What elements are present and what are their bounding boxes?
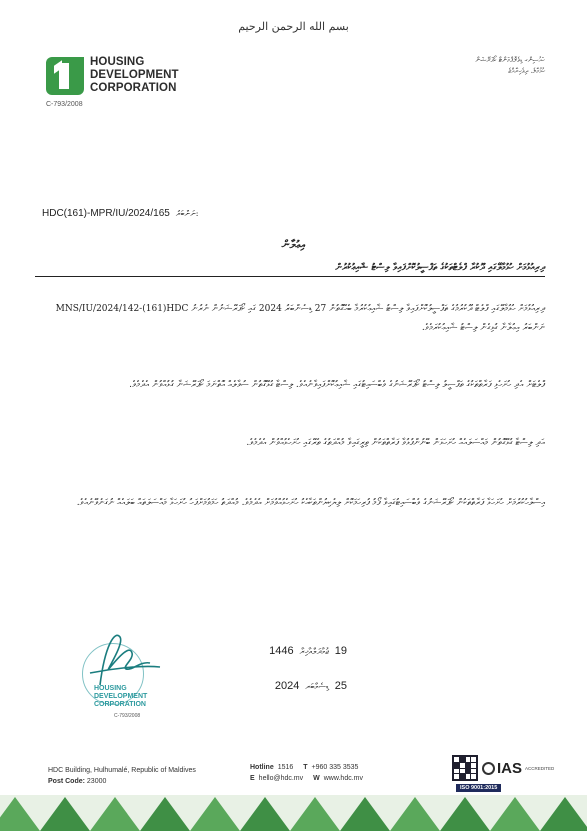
ias-wordmark: IAS [497, 759, 523, 777]
footer-address-block [48, 765, 196, 787]
seal-text [94, 685, 147, 709]
footer-online [250, 773, 363, 784]
post-code: 23000 [86, 778, 107, 785]
hdc-logo-mark [46, 57, 84, 95]
tel-label: T [303, 764, 308, 771]
footer-address: HDC Building, Hulhumalé, Republic of Maldives [48, 767, 196, 774]
hijri-year: 1446 [269, 645, 294, 657]
hotline-label: Hotline [250, 764, 274, 771]
paragraph-2: ފްލެޓަށް އެދި ހުށަހެޅި ފަރާތްތަކުގެ ތަފްސީލު ލިސްޓު ކޯޕަރޭޝަނުގެ ވެބްސައިޓުގައި ޝާއިޢުކޮށްފައިވާނެއެވެ. ލިސްޓާ ގުޅޭގޮތުން ސުވާލެއް އޮތްނަމަ ކޯޕަރޭޝަނާ ގުޅުއްވުން އެދެމެވެ. [129, 380, 545, 390]
document-title: ދިރިއުޅުމަށް ހުޅުމާލޭގައި ދޫކުރާ ފްލެޓްތަކުގެ ތަފްސީލުކޮށްފައިވާ ލިސްޓު ޝާއިޢުކުރުން [35, 262, 545, 277]
footer-post [48, 776, 196, 787]
decorative-footer-band [0, 795, 587, 831]
accredited-note: ACCREDITED [525, 765, 555, 771]
signature-and-seal [60, 625, 170, 719]
footer-phones [250, 762, 363, 773]
seal-line-2: DEVELOPMENT [94, 693, 148, 700]
hijri-day: 19 [334, 645, 347, 657]
logo-wordmark [90, 56, 179, 95]
telephone: +960 335 3535 [311, 764, 359, 771]
paragraph-4: އިސްލާހުކުރުމަށް ހުށަހަޅާ ފަރާތްތަކުން ކޯޕަރޭޝަނުގެ ވެބްސައިޓުގައިވާ ފޯމު ފުރިހަމަކޮށް ލިޔެކިޔުންތަކާއެކު ހުށަހެޅުއްވުމަށް އެދެމެވެ. މުއްދަތު ހަމަވުމަށްފަހު ހުށަހަޅާ މައްސަލަތައް ބަލައެއް ނުގަނެވޭނެއެވެ. [76, 498, 545, 508]
logo-line-2: DEVELOPMENT [90, 69, 179, 81]
ias-circle-icon [482, 762, 495, 775]
registration-number: C-793/2008 [46, 101, 83, 108]
bismillah: بسم الله الرحمن الرحيم [238, 20, 349, 33]
reference-row [42, 208, 548, 219]
email-label: E [250, 775, 255, 782]
dv-address-line-2: ހުޅުމާލެ، ދިވެހިރާއްޖެ [508, 67, 545, 75]
document-type: އިޢުލާން [281, 238, 306, 251]
seal-line-3: CORPORATION [94, 701, 146, 708]
hijri-month: ޖުމާދަލްއާޚިރާ [299, 647, 329, 657]
gregorian-month: ޑިސެމްބަރ [305, 682, 329, 692]
seal-line-1: HOUSING [94, 685, 127, 692]
hdc-logo [46, 56, 179, 95]
email-link[interactable]: hello@hdc.mv [258, 775, 304, 782]
gregorian-year: 2024 [274, 680, 300, 692]
seal-number: C-793/2008 [114, 713, 141, 719]
certification-block [452, 755, 554, 781]
post-code-label: Post Code: [48, 778, 85, 785]
gregorian-day: 25 [334, 680, 347, 692]
iso-badge: ISO 9001:2015 [456, 784, 501, 792]
logo-line-1: HOUSING [90, 56, 145, 68]
website-link[interactable]: www.hdc.mv [323, 775, 363, 782]
hijri-date [269, 645, 347, 657]
logo-line-3: CORPORATION [90, 82, 177, 94]
paragraph-1: ދިރިއުޅުމަށް ހުޅުމާލޭގައި ފްލެޓް ދޫކުރުމުގެ ތަފްސީލުކޮށްފައިވާ ލިސްޓު ޝާއިޢުކުރުމާ ބެހޭގޮތުން 27 ޑިސެންބަރު 2024 ގައި ކޯޕަރޭޝަނުން ނެރުނު MNS/IU/2024/142-(161)HDC ނަންބަރު އިޢުލާނާ ގުޅިގެން ލިސްޓު ޝާއިޢުކުރަމެވެ. [55, 304, 545, 333]
paragraph-3: އަދި ލިސްޓާ ގުޅޭގޮތުން މައްސަލައެއް ހުށަހަޅަން ބޭނުންފުޅުވާ ފަރާތްތަކުން ތިރީގައިވާ މުއްދަތުގެ ތެރޭގައި ހުށަހެޅުއްވުން އެދެމެވެ. [246, 438, 545, 448]
hotline: 1516 [277, 764, 294, 771]
web-label: W [313, 775, 320, 782]
footer-contact-block [250, 762, 363, 784]
qr-code-icon [452, 755, 478, 781]
dv-address-line-1: ހައުސިންގ ޑިވެލޮޕްމަންޓް ކޯޕަރޭޝަން [475, 56, 545, 64]
gregorian-date [275, 680, 347, 692]
ias-logo [482, 760, 554, 777]
reference-number: HDC(161)-MPR/IU/2024/165 [42, 208, 170, 219]
reference-label: ނަންބަރު: [175, 209, 199, 218]
dhivehi-address [475, 55, 545, 77]
